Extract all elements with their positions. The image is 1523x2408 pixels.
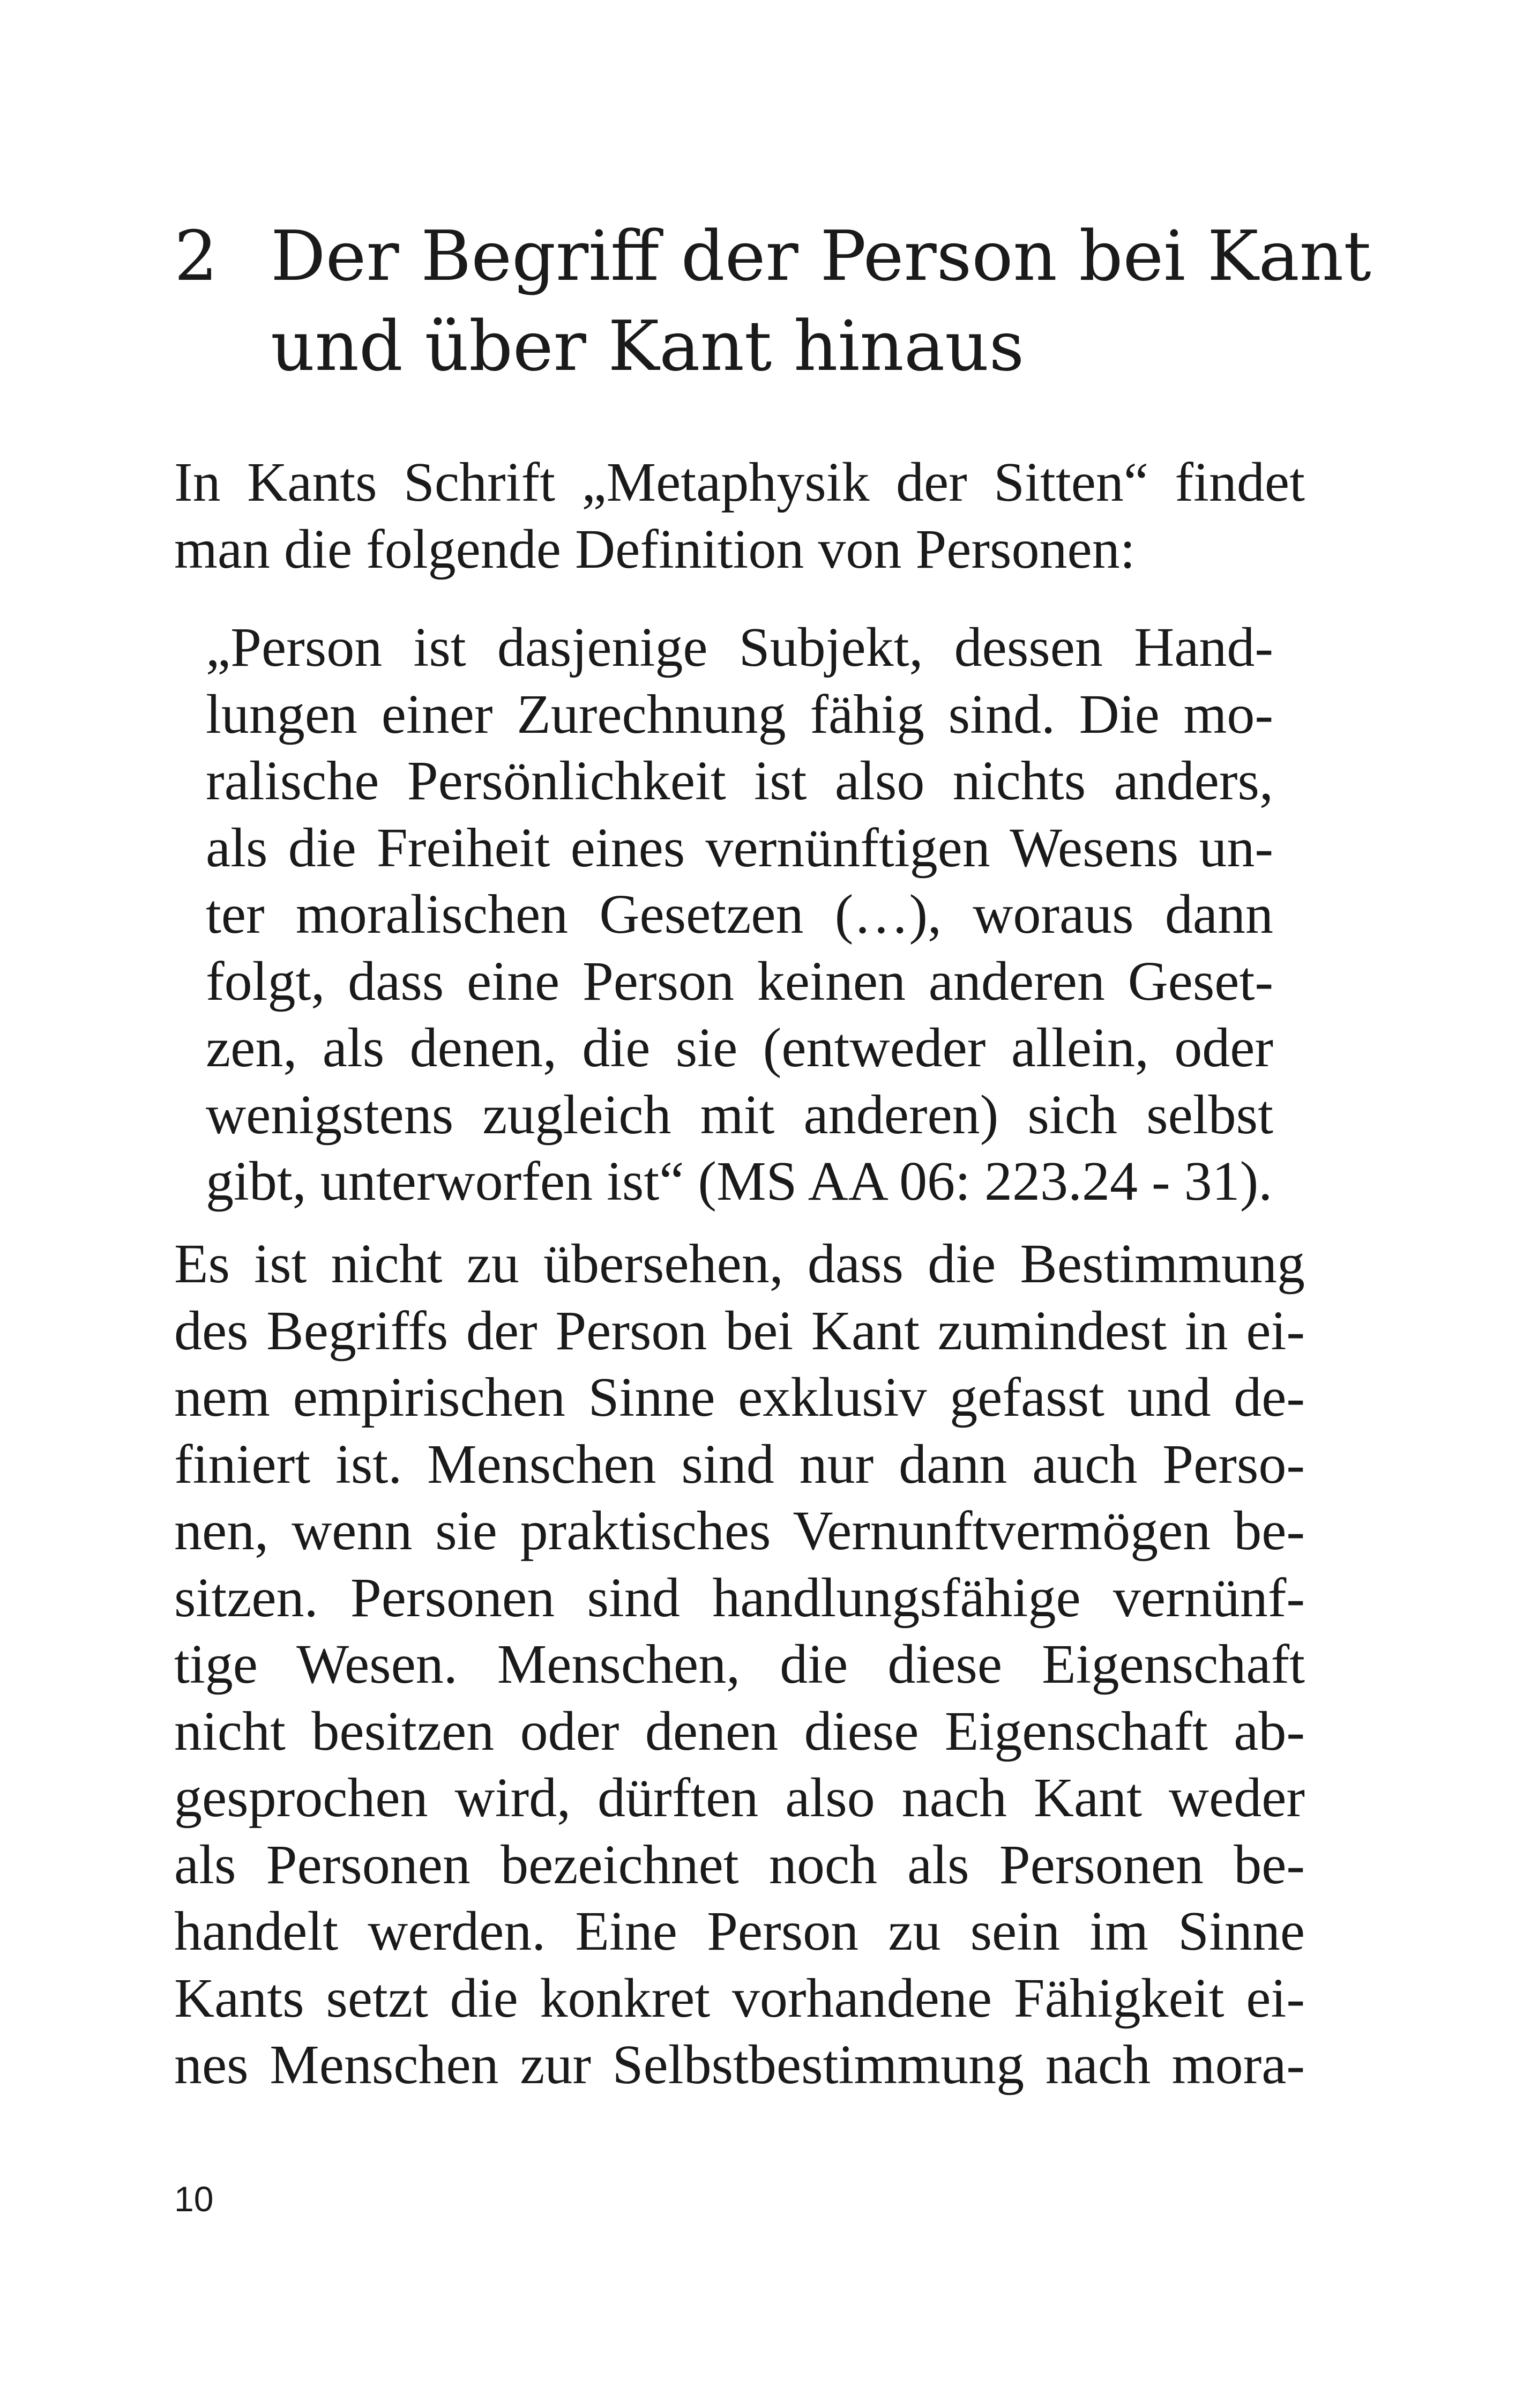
text-line: tige Wesen. Menschen, die diese Eigenschaft [174, 1633, 1305, 1695]
quote-line: wenigstens zugleich mit anderen) sich selbst [206, 1083, 1273, 1146]
quote-line: „Person ist dasjenige Subjekt, dessen Hand- [206, 616, 1273, 678]
chapter-title-line: und über Kant hinaus [271, 307, 1025, 387]
text-line: finiert ist. Menschen sind nur dann auch Perso- [174, 1433, 1305, 1495]
block-quote [206, 614, 1273, 1215]
quote-line: zen, als denen, die sie (entweder allein, oder [206, 1017, 1273, 1079]
text-line: man die folgende Definition von Personen: [174, 518, 1136, 580]
text-line: sitzen. Personen sind handlungsfähige vernünf- [174, 1566, 1305, 1629]
text-line: nicht besitzen oder denen diese Eigenschaft ab- [174, 1700, 1305, 1762]
page-number: 10 [174, 2179, 214, 2219]
text-line: als Personen bezeichnet noch als Personen be- [174, 1833, 1305, 1896]
text-line: In Kants Schrift „Metaphysik der Sitten“ findet [174, 451, 1305, 513]
text-line: Kants setzt die konkret vorhandene Fähigkeit ei- [174, 1967, 1305, 2029]
body-paragraph [174, 1231, 1305, 2099]
text-line: gesprochen wird, dürften also nach Kant weder [174, 1767, 1305, 1829]
text-line: nes Menschen zur Selbstbestimmung nach mora- [174, 2034, 1305, 2095]
quote-line: ralische Persönlichkeit ist also nichts anders, [206, 750, 1273, 812]
text-line: des Begriffs der Person bei Kant zumindest in ei- [174, 1299, 1305, 1362]
quote-line: als die Freiheit eines vernünftigen Wesens un- [206, 816, 1273, 879]
chapter-title-line: Der Begriff der Person bei Kant [271, 217, 1371, 296]
chapter-number: 2 [174, 217, 218, 296]
text-line: nen, wenn sie praktisches Vernunftvermögen be- [174, 1500, 1305, 1562]
quote-line: gibt, unterworfen ist“ (MS AA 06: 223.24 - 31). [206, 1150, 1273, 1212]
text-line: nem empirischen Sinne exklusiv gefasst und de- [174, 1366, 1305, 1428]
intro-paragraph [174, 449, 1305, 583]
chapter-title [271, 212, 1375, 392]
text-line: handelt werden. Eine Person zu sein im Sinne [174, 1900, 1305, 1962]
quote-line: folgt, dass eine Person keinen anderen Geset- [206, 950, 1273, 1012]
quote-line: lungen einer Zurechnung fähig sind. Die mo- [206, 683, 1273, 745]
text-line: Es ist nicht zu übersehen, dass die Bestimmung [174, 1233, 1305, 1295]
quote-line: ter moralischen Gesetzen (…), woraus dann [206, 883, 1273, 945]
